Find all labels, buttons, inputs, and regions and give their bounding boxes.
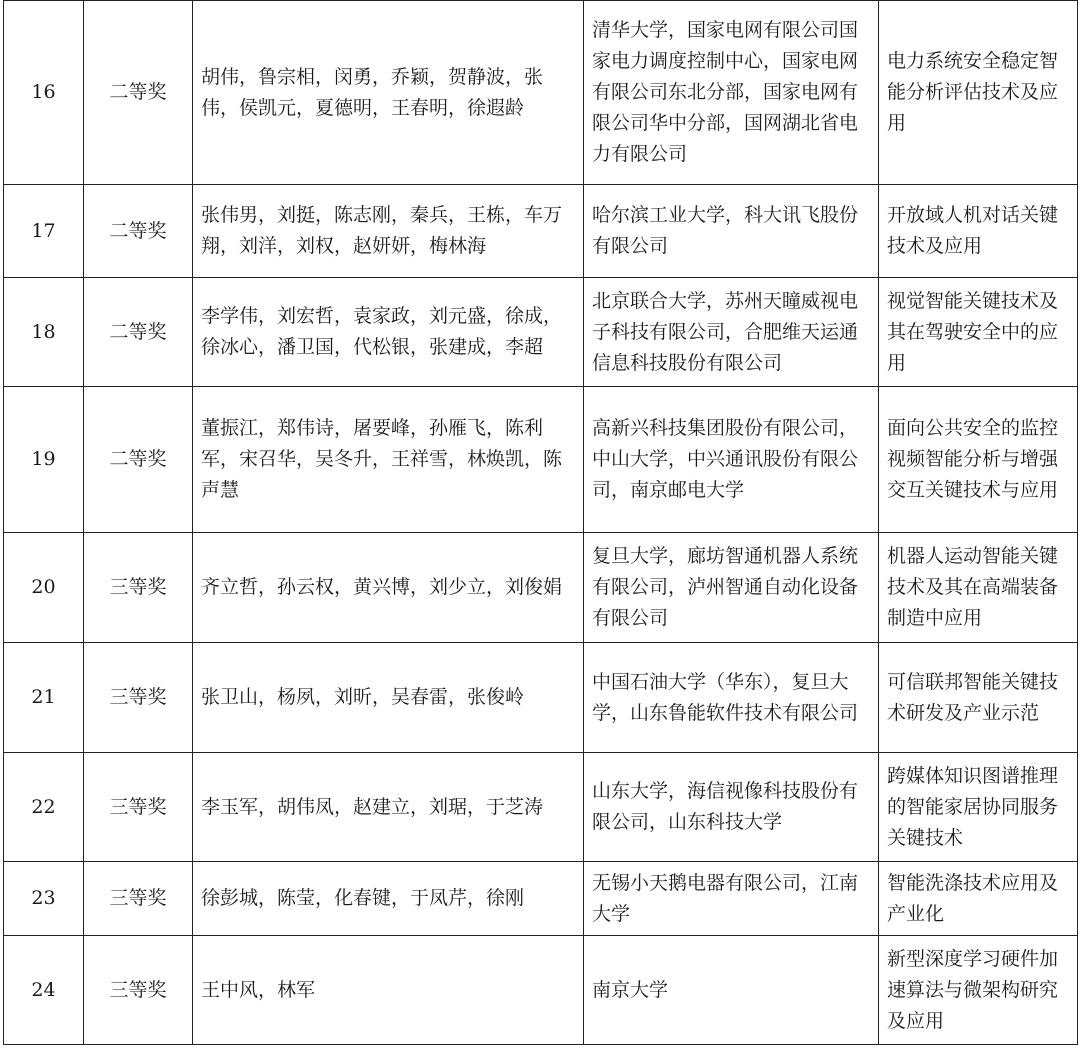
project-title: 跨媒体知识图谱推理的智能家居协同服务关键技术	[879, 753, 1078, 862]
table-row	[4, 185, 1078, 278]
table-row	[4, 753, 1078, 862]
award-grade: 三等奖	[84, 753, 193, 862]
organizations: 北京联合大学，苏州天瞳威视电子科技有限公司，合肥维天运通信息科技股份有限公司	[584, 278, 879, 387]
row-number: 20	[4, 533, 84, 643]
organizations: 高新兴科技集团股份有限公司，中山大学，中兴通讯股份有限公司，南京邮电大学	[584, 387, 879, 533]
organizations: 哈尔滨工业大学，科大讯飞股份有限公司	[584, 185, 879, 278]
awards-table-body	[4, 1, 1078, 1045]
table-row	[4, 387, 1078, 533]
recipient-names: 胡伟，鲁宗相，闵勇，乔颖，贺静波，张伟，侯凯元，夏德明，王春明，徐遐龄	[193, 1, 584, 185]
project-title: 机器人运动智能关键技术及其在高端装备制造中应用	[879, 533, 1078, 643]
award-grade: 三等奖	[84, 862, 193, 936]
row-number: 17	[4, 185, 84, 278]
organizations: 无锡小天鹅电器有限公司，江南大学	[584, 862, 879, 936]
row-number: 21	[4, 643, 84, 753]
organizations: 复旦大学，廊坊智通机器人系统有限公司，泸州智通自动化设备有限公司	[584, 533, 879, 643]
row-number: 24	[4, 936, 84, 1045]
organizations: 南京大学	[584, 936, 879, 1045]
organizations: 山东大学，海信视像科技股份有限公司，山东科技大学	[584, 753, 879, 862]
project-title: 可信联邦智能关键技术研发及产业示范	[879, 643, 1078, 753]
awards-table	[3, 0, 1078, 1045]
project-title: 面向公共安全的监控视频智能分析与增强交互关键技术与应用	[879, 387, 1078, 533]
row-number: 19	[4, 387, 84, 533]
recipient-names: 张卫山，杨夙，刘昕，吴春雷，张俊岭	[193, 643, 584, 753]
organizations: 中国石油大学（华东），复旦大学，山东鲁能软件技术有限公司	[584, 643, 879, 753]
table-row	[4, 936, 1078, 1045]
row-number: 16	[4, 1, 84, 185]
row-number: 23	[4, 862, 84, 936]
project-title: 电力系统安全稳定智能分析评估技术及应用	[879, 1, 1078, 185]
recipient-names: 李学伟，刘宏哲，袁家政，刘元盛，徐成，徐冰心，潘卫国，代松银，张建成，李超	[193, 278, 584, 387]
organizations: 清华大学，国家电网有限公司国家电力调度控制中心，国家电网有限公司东北分部，国家电网有限公司华中分部，国网湖北省电力有限公司	[584, 1, 879, 185]
recipient-names: 董振江，郑伟诗，屠要峰，孙雁飞，陈利军，宋召华，吴冬升，王祥雪，林焕凯，陈声慧	[193, 387, 584, 533]
project-title: 视觉智能关键技术及其在驾驶安全中的应用	[879, 278, 1078, 387]
row-number: 18	[4, 278, 84, 387]
recipient-names: 张伟男，刘挺，陈志刚，秦兵，王栋，车万翔，刘洋，刘权，赵妍妍，梅林海	[193, 185, 584, 278]
recipient-names: 王中风，林军	[193, 936, 584, 1045]
row-number: 22	[4, 753, 84, 862]
award-grade: 二等奖	[84, 278, 193, 387]
recipient-names: 李玉军，胡伟凤，赵建立，刘琚，于芝涛	[193, 753, 584, 862]
award-grade: 三等奖	[84, 643, 193, 753]
recipient-names: 徐彭城，陈莹，化春键，于凤芹，徐刚	[193, 862, 584, 936]
award-grade: 二等奖	[84, 387, 193, 533]
table-row	[4, 1, 1078, 185]
award-grade: 二等奖	[84, 1, 193, 185]
table-row	[4, 278, 1078, 387]
table-row	[4, 862, 1078, 936]
project-title: 智能洗涤技术应用及产业化	[879, 862, 1078, 936]
project-title: 新型深度学习硬件加速算法与微架构研究及应用	[879, 936, 1078, 1045]
award-grade: 三等奖	[84, 936, 193, 1045]
project-title: 开放域人机对话关键技术及应用	[879, 185, 1078, 278]
award-grade: 三等奖	[84, 533, 193, 643]
table-row	[4, 533, 1078, 643]
recipient-names: 齐立哲，孙云权，黄兴博，刘少立，刘俊娟	[193, 533, 584, 643]
award-grade: 二等奖	[84, 185, 193, 278]
table-row	[4, 643, 1078, 753]
